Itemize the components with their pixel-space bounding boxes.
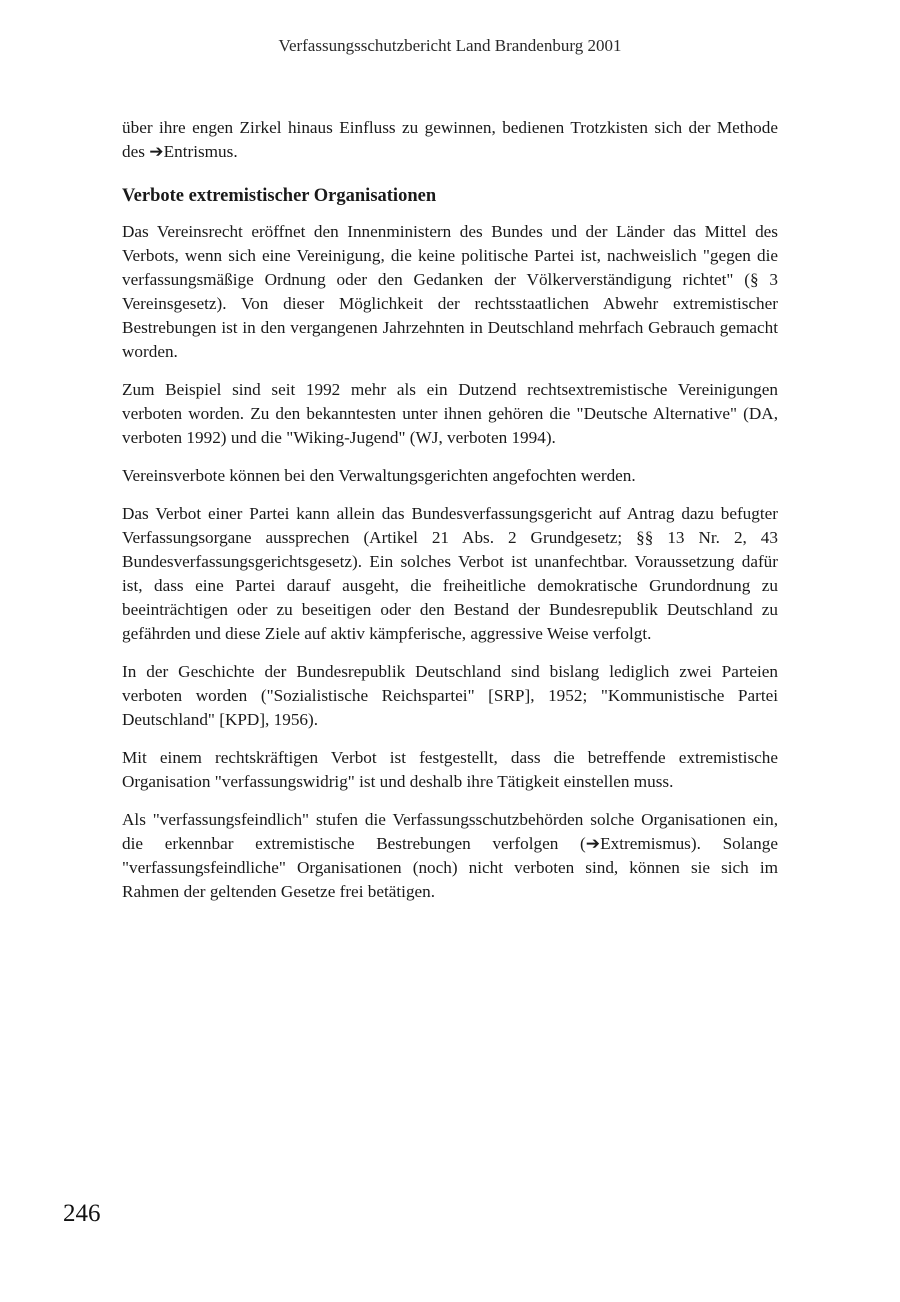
body-text	[122, 116, 778, 918]
paragraph-geschichte: In der Geschichte der Bundesrepublik Deutschland sind bislang lediglich zwei Parteien verboten worden ("Sozialistische Reichspartei" [SRP], 1952; "Kommunistische Partei Deutschland" [KPD], 1956).	[122, 662, 778, 729]
paragraph-beispiel: Zum Beispiel sind seit 1992 mehr als ein Dutzend rechtsextremistische Vereinigungen verboten worden. Zu den bekanntesten unter ihnen gehören die "Deutsche Alternative" (DA, verboten 1992) und die "Wiking-Jugend" (WJ, verboten 1994).	[122, 380, 778, 447]
paragraph-vereinsrecht: Das Vereinsrecht eröffnet den Innenministern des Bundes und der Länder das Mittel des Verbots, wenn sich eine Vereinigung, die keine politische Partei ist, nachweislich "gegen die verfassungsmäßige Ordnung oder den Gedanken der Völkerverständigung richtet" (§ 3 Vereinsgesetz). Von dieser Möglichkeit der rechtsstaatlichen Abwehr extremistischer Bestrebungen ist in den vergangenen Jahrzehnten in Deutschland mehrfach Gebrauch gemacht worden.	[122, 222, 778, 361]
section-heading: Verbote extremistischer Organisationen	[122, 186, 437, 206]
page-number: 246	[63, 1200, 101, 1227]
paragraph-verfassungsfeindlich: Als "verfassungsfeindlich" stufen die Verfassungsschutzbehörden solche Organisationen ein, die erkennbar extremistische Bestrebungen verfolgen (➔Extremismus). Solange "verfassungsfeindliche" Organisationen (noch) nicht verboten sind, können sie sich im Rahmen der geltenden Gesetze frei betätigen.	[122, 810, 778, 901]
intro-paragraph: über ihre engen Zirkel hinaus Einfluss zu gewinnen, bedienen Trotzkisten sich der Methode des ➔Entrismus.	[122, 118, 778, 161]
paragraph-vereinsverbote: Vereinsverbote können bei den Verwaltungsgerichten angefochten werden.	[122, 466, 636, 485]
paragraph-parteiverbot: Das Verbot einer Partei kann allein das Bundesverfassungsgericht auf Antrag dazu befugter Verfassungsorgane aussprechen (Artikel 21 Abs. 2 Grundgesetz; §§ 13 Nr. 2, 43 Bundesverfassungsgerichtsgesetz). Ein solches Verbot ist unanfechtbar. Voraussetzung dafür ist, dass eine Partei darauf ausgeht, die freiheitliche demokratische Grundordnung zu beeinträchtigen oder zu beseitigen oder den Bestand der Bundesrepublik Deutschland zu gefährden und diese Ziele auf aktiv kämpferische, aggressive Weise verfolgt.	[122, 504, 778, 643]
paragraph-rechtskraeftig: Mit einem rechtskräftigen Verbot ist festgestellt, dass die betreffende extremistische Organisation "verfassungswidrig" ist und deshalb ihre Tätigkeit einstellen muss.	[122, 748, 778, 791]
running-header: Verfassungsschutzbericht Land Brandenburg 2001	[278, 36, 622, 55]
